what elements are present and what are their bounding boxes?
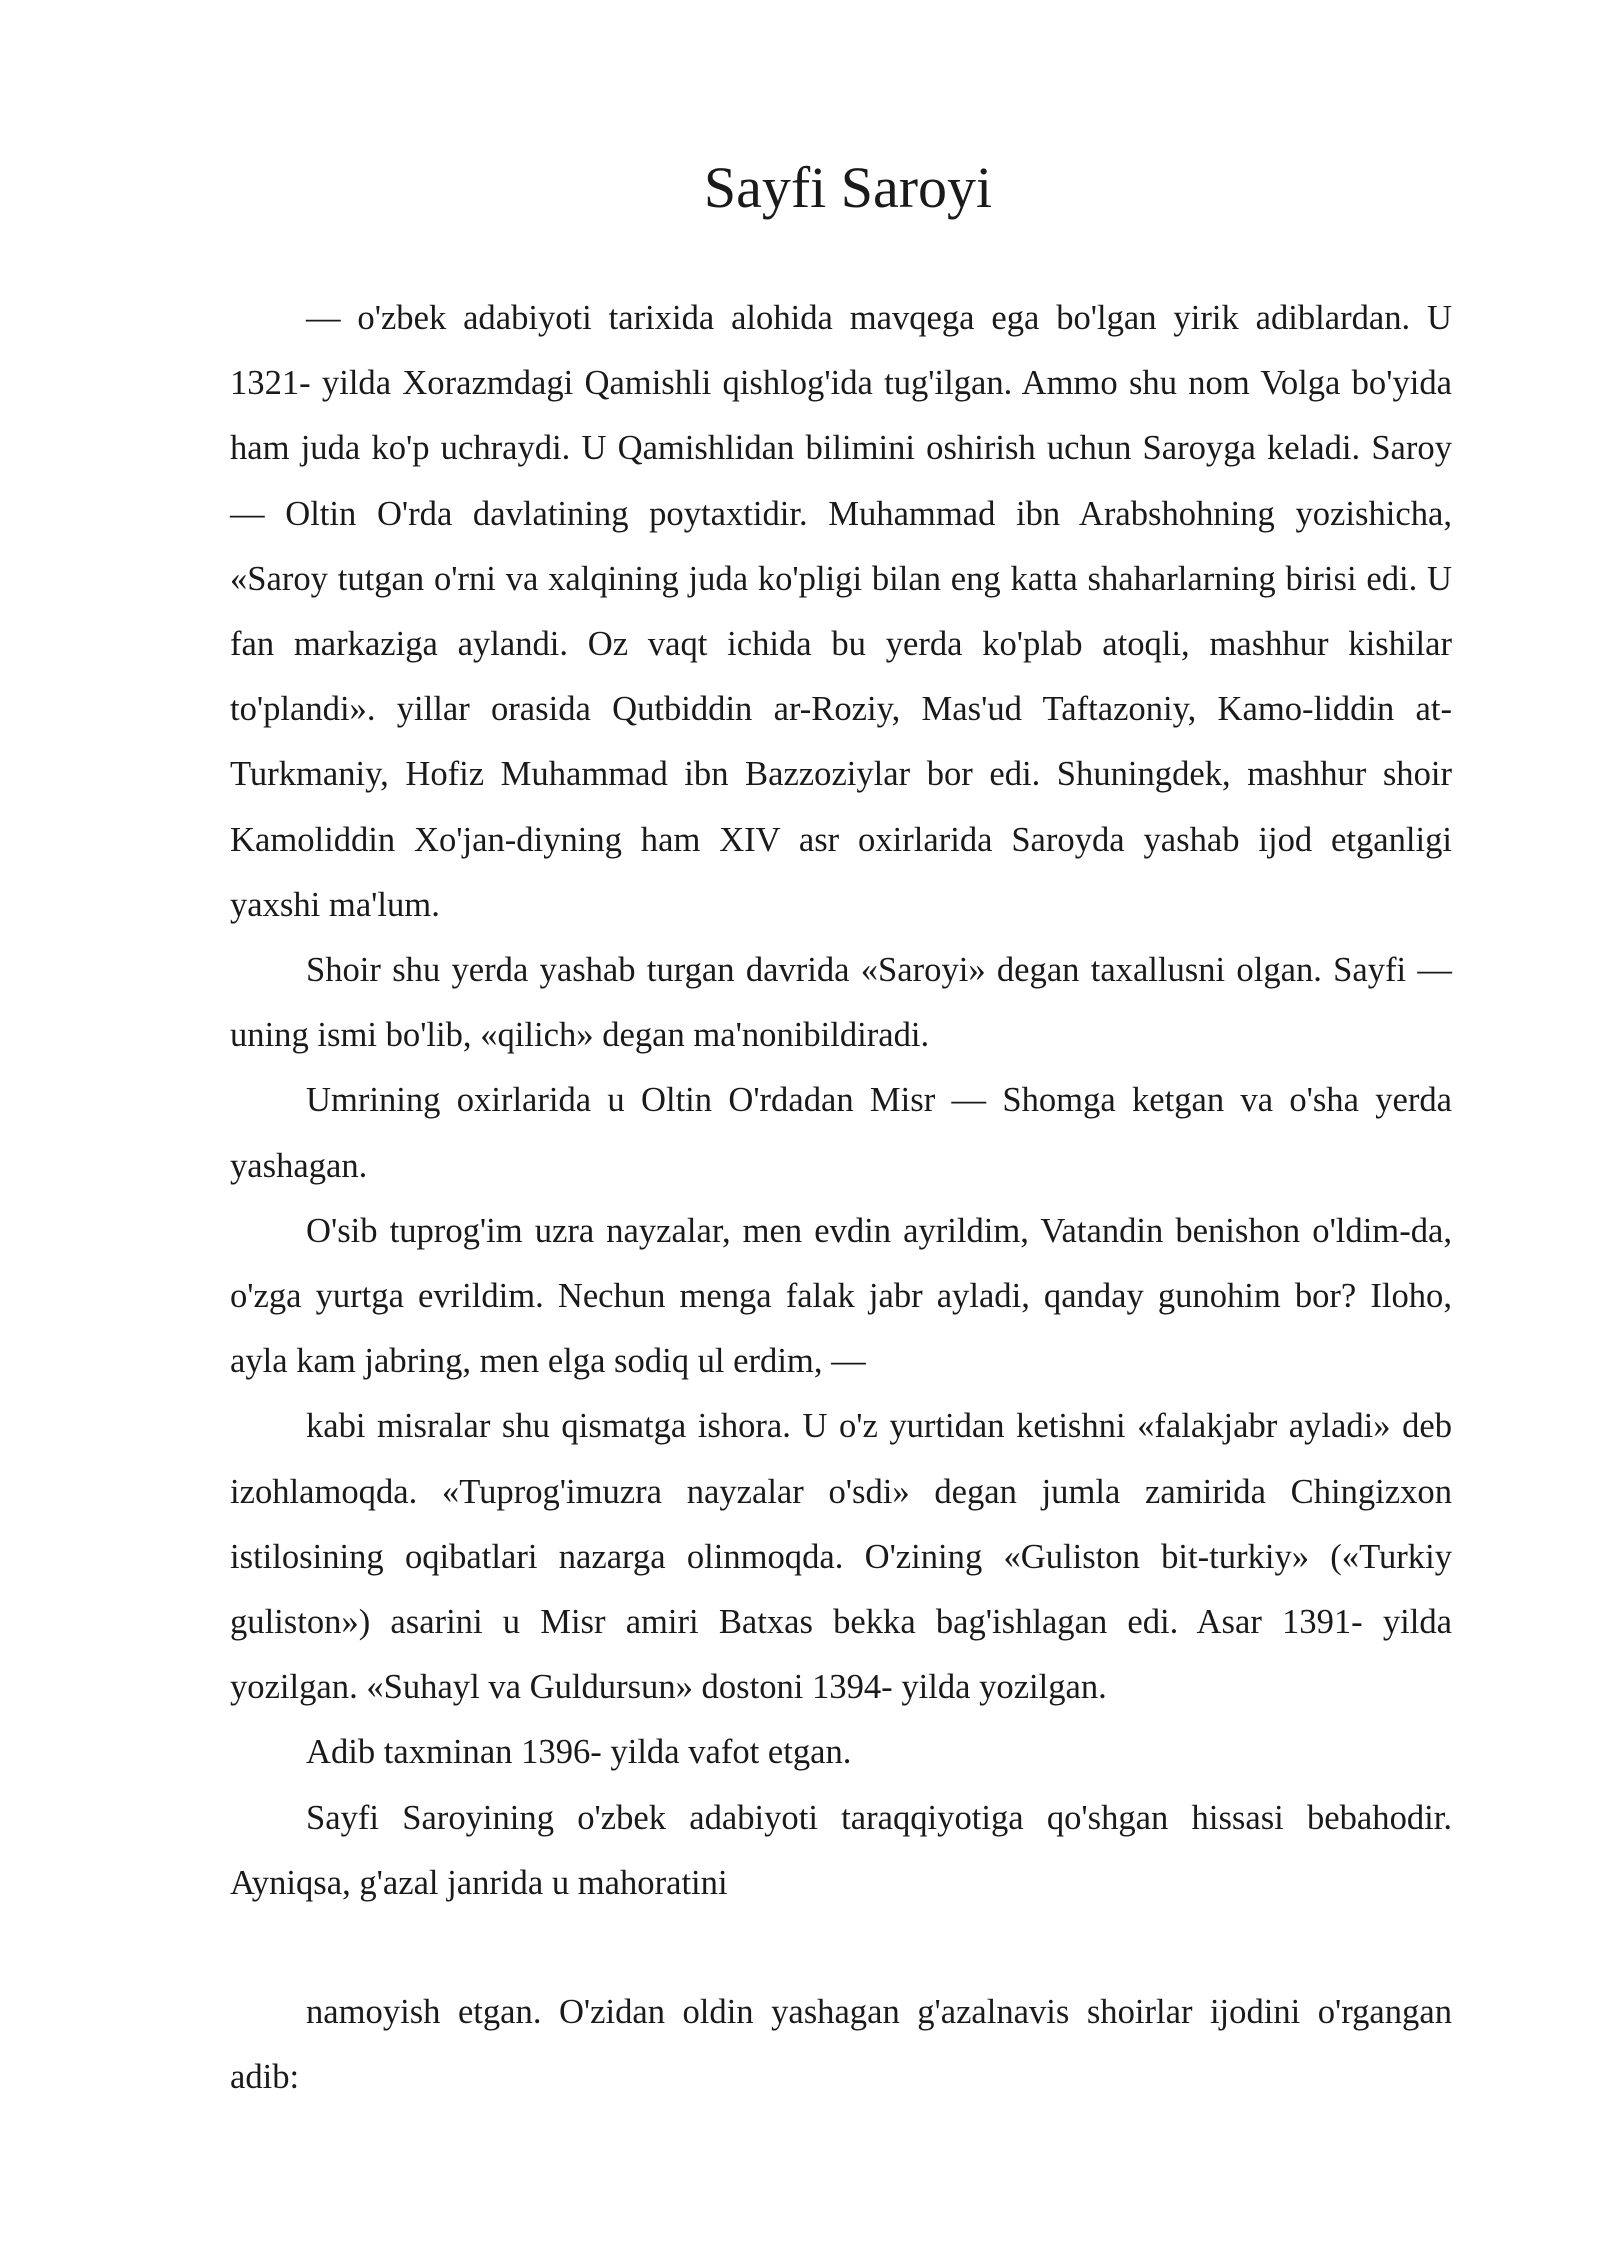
paragraph-verse-commentary: kabi misralar shu qismatga ishora. U o'z yurtidan ketishni «falakjabr ayladi» deb izohlamoqda. «Tuprog'imuzra nayzalar o'sdi» degan jumla zamirida Chingizxon istilosining oqibatlari nazarga olinmoqda. O'zining «Guliston bit-turkiy» («Turkiy guliston») asarini u Misr amiri Batxas bekka bag'ishlagan edi. Asar 1391- yilda yozilgan. «Suhayl va Guldursun» dostoni 1394- yilda yozilgan. [230, 1407, 1452, 1707]
paragraph-intro: — o'zbek adabiyoti tarixida alohida mavqega ega bo'lgan yirik adiblardan. U 1321- yilda Xorazmdagi Qamishli qishlog'ida tug'ilgan. Ammo shu nom Volga bo'yida ham juda ko'p uchraydi. U Qamishlidan bilimini oshirish uchun Saroyga keladi. Saroy — Oltin O'rda davlatining poytaxtidir. Muhammad ibn Arabshohning yozishicha, «Saroy tutgan o'rni va xalqining juda ko'pligi bilan eng katta shaharlarning birisi edi. U fan markaziga aylandi. Oz vaqt ichida bu yerda ko'plab atoqli, mashhur kishilar to'plandi». yillar orasida Qutbiddin ar-Roziy, Mas'ud Taftazoniy, Kamo-liddin at-Turkmaniy, Hofiz Muhammad ibn Bazzoziylar bor edi. Shuningdek, mashhur shoir Kamoliddin Xo'jan-diyning ham XIV asr oxirlarida Saroyda yashab ijod etganligi yaxshi ma'lum. [230, 299, 1452, 924]
paragraph-later-life: Umrining oxirlarida u Oltin O'rdadan Misr — Shomga ketgan va o'sha yerda yashagan. [230, 1081, 1452, 1185]
paragraph-verse: O'sib tuprog'im uzra nayzalar, men evdin ayrildim, Vatandin benishon o'ldim-da, o'zga yurtga evrildim. Nechun menga falak jabr ayladi, qanday gunohim bor? Iloho, ayla kam jabring, men elga sodiq ul erdim, — [230, 1211, 1452, 1381]
page-break-gap [230, 1916, 1452, 1980]
paragraph-pen-name: Shoir shu yerda yashab turgan davrida «Saroyi» degan taxallusni olgan. Sayfi — uning ismi bo'lib, «qilich» degan ma'nonibildiradi. [230, 951, 1452, 1055]
paragraph-continuation: namoyish etgan. O'zidan oldin yashagan g'azalnavis shoirlar ijodini o'rgangan adib: [230, 1993, 1452, 2097]
paragraph-death: Adib taxminan 1396- yilda vafot etgan. [306, 1733, 852, 1772]
paragraph-contribution: Sayfi Saroyining o'zbek adabiyoti taraqqiyotiga qo'shgan hissasi bebahodir. Ayniqsa, g'azal janrida u mahoratini [230, 1798, 1452, 1902]
document-page [230, 0, 1452, 2110]
page-title: Sayfi Saroyi [703, 155, 993, 220]
